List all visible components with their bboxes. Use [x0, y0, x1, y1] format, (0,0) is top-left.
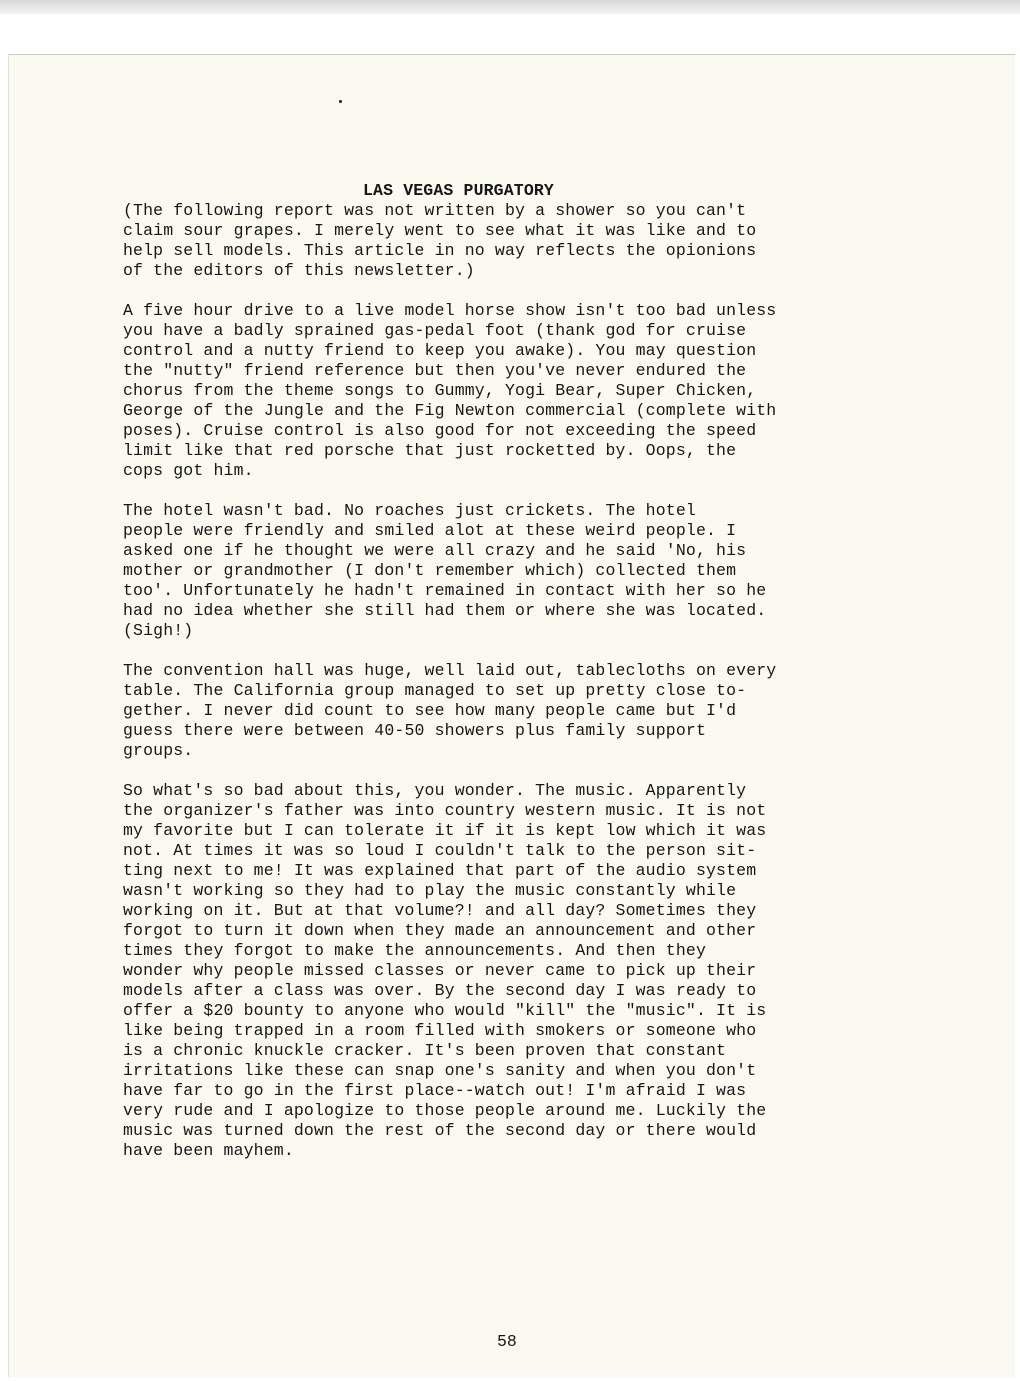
text-line: offer a $20 bounty to anyone who would "kill" the "music". It is — [123, 1001, 767, 1020]
text-line: chorus from the theme songs to Gummy, Yogi Bear, Super Chicken, — [123, 381, 757, 400]
text-line: my favorite but I can tolerate it if it is kept low which it was — [123, 821, 767, 840]
text-line: people were friendly and smiled alot at these weird people. I — [123, 521, 737, 540]
text-line: wonder why people missed classes or never came to pick up their — [123, 961, 757, 980]
article-title: LAS VEGAS PURGATORY — [363, 181, 554, 200]
text-line: asked one if he thought we were all crazy and he said 'No, his — [123, 541, 747, 560]
text-line: have far to go in the first place--watch out! I'm afraid I was — [123, 1081, 747, 1100]
text-line: gether. I never did count to see how many people came but I'd — [123, 701, 737, 720]
article-paragraph — [123, 781, 923, 1161]
text-line: mother or grandmother (I don't remember which) collected them — [123, 561, 737, 580]
text-line: control and a nutty friend to keep you awake). You may question — [123, 341, 757, 360]
text-line: So what's so bad about this, you wonder. The music. Apparently — [123, 781, 747, 800]
text-line: too'. Unfortunately he hadn't remained in contact with her so he — [123, 581, 767, 600]
text-line: like being trapped in a room filled with smokers or someone who — [123, 1021, 757, 1040]
text-line: had no idea whether she still had them or where she was located. — [123, 601, 767, 620]
text-line: not. At times it was so loud I couldn't talk to the person sit- — [123, 841, 757, 860]
text-line: wasn't working so they had to play the music constantly while — [123, 881, 737, 900]
text-line: music was turned down the rest of the second day or there would — [123, 1121, 757, 1140]
newsletter-page — [123, 181, 923, 1181]
text-line: poses). Cruise control is also good for not exceeding the speed — [123, 421, 757, 440]
article-paragraph — [123, 301, 923, 481]
text-line: models after a class was over. By the second day I was ready to — [123, 981, 757, 1000]
text-line: claim sour grapes. I merely went to see what it was like and to — [123, 221, 757, 240]
text-line: cops got him. — [123, 461, 254, 480]
text-line: (Sigh!) — [123, 621, 194, 640]
article-paragraph — [123, 501, 923, 641]
text-line: George of the Jungle and the Fig Newton commercial (complete with — [123, 401, 777, 420]
article-paragraph — [123, 201, 923, 281]
text-line: have been mayhem. — [123, 1141, 294, 1160]
text-line: forgot to turn it down when they made an announcement and other — [123, 921, 757, 940]
text-line: very rude and I apologize to those people around me. Luckily the — [123, 1101, 767, 1120]
text-line: irritations like these can snap one's sanity and when you don't — [123, 1061, 757, 1080]
text-line: help sell models. This article in no way reflects the opionions — [123, 241, 757, 260]
article-body — [123, 201, 923, 1161]
text-line: ting next to me! It was explained that part of the audio system — [123, 861, 757, 880]
text-line: (The following report was not written by a shower so you can't — [123, 201, 747, 220]
text-line: the "nutty" friend reference but then you've never endured the — [123, 361, 747, 380]
text-line: is a chronic knuckle cracker. It's been proven that constant — [123, 1041, 727, 1060]
text-line: table. The California group managed to set up pretty close to- — [123, 681, 747, 700]
text-line: limit like that red porsche that just rocketted by. Oops, the — [123, 441, 737, 460]
speck-mark — [339, 100, 342, 103]
text-line: working on it. But at that volume?! and all day? Sometimes they — [123, 901, 757, 920]
text-line: The hotel wasn't bad. No roaches just crickets. The hotel — [123, 501, 696, 520]
page-number: 58 — [497, 1332, 517, 1351]
text-line: groups. — [123, 741, 194, 760]
text-line: you have a badly sprained gas-pedal foot (thank god for cruise — [123, 321, 747, 340]
text-line: the organizer's father was into country western music. It is not — [123, 801, 767, 820]
text-line: The convention hall was huge, well laid out, tablecloths on every — [123, 661, 777, 680]
article-paragraph — [123, 661, 923, 761]
text-line: A five hour drive to a live model horse show isn't too bad unless — [123, 301, 777, 320]
text-line: times they forgot to make the announcements. And then they — [123, 941, 706, 960]
text-line: guess there were between 40-50 showers plus family support — [123, 721, 706, 740]
text-line: of the editors of this newsletter.) — [123, 261, 475, 280]
scanner-edge — [0, 0, 1020, 14]
